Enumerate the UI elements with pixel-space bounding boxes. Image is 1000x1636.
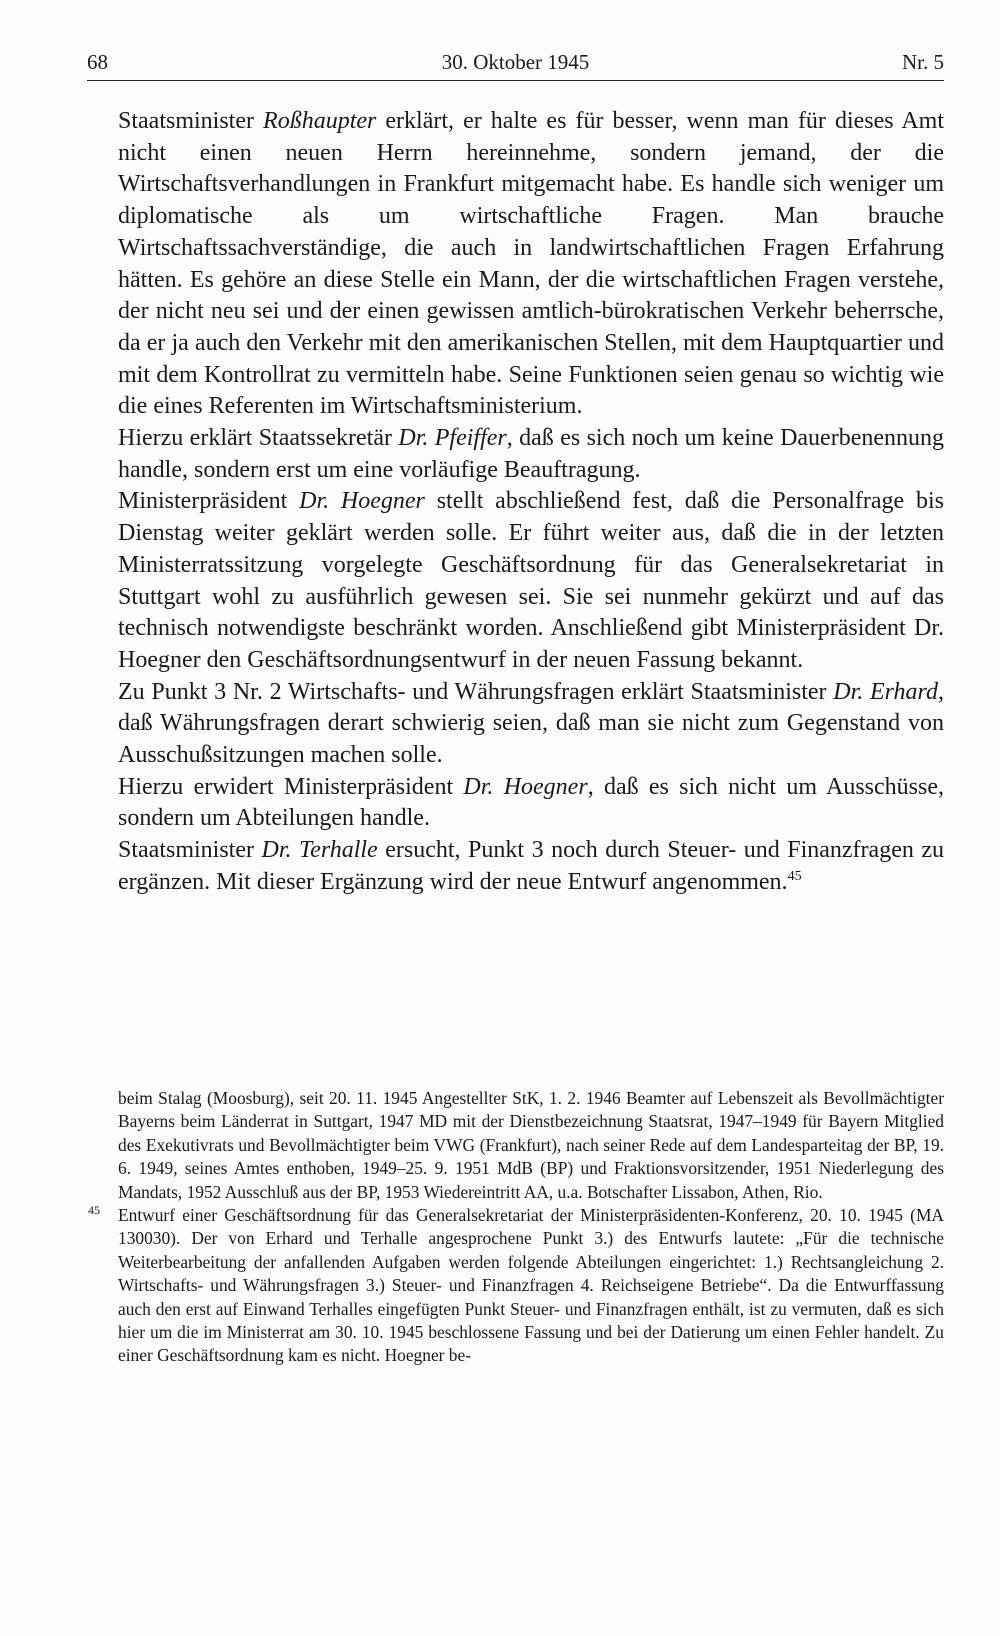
paragraph: Staatsminister Dr. Terhalle ersucht, Punkt 3 noch durch Steuer- und Finanzfragen zu ergänzen. Mit dieser Ergänzung wird der neue Entwurf angenommen.$^{45}$ xyxy=(118,837,945,895)
speaker-name: Dr. Erhard xyxy=(833,678,939,705)
speaker-name: Dr. Hoegner xyxy=(463,773,588,800)
footnote-45 xyxy=(88,1204,944,1368)
issue-number: Nr. 5 xyxy=(902,50,944,74)
speaker-name: Dr. Hoegner xyxy=(299,488,425,515)
paragraph: Zu Punkt 3 Nr. 2 Wirtschafts- und Währungsfragen erklärt Staatsminister Dr. Erhard, daß Währungsfragen derart schwierig seien, daß man sie nicht zum Gegenstand von Ausschußsitzungen machen solle. xyxy=(118,678,945,769)
header-rule xyxy=(87,80,944,81)
paragraph: Hierzu erklärt Staatssekretär Dr. Pfeiffer, daß es sich noch um keine Dauerbenennung handle, sondern erst um eine vorläufige Beauftragung. xyxy=(118,425,945,483)
running-head xyxy=(87,44,944,80)
paragraph: Hierzu erwidert Ministerpräsident Dr. Hoegner, daß es sich nicht um Ausschüsse, sondern um Abteilungen handle. xyxy=(118,773,944,832)
page-number: 68 xyxy=(87,50,108,74)
footnotes xyxy=(88,1087,944,1368)
speaker-name: Dr. Pfeiffer xyxy=(398,425,507,452)
footnote-text: Entwurf einer Geschäftsordnung für das Generalsekretariat der Ministerpräsidenten-Konferenz, 20. 10. 1945 (MA 130030). Der von Erhard und Terhalle angesprochene Punkt 3.) des Entwurfs lautete: „Für die technische Weiterbearbeitung der anfallenden Aufgaben werden folgende Abteilungen eingerichtet: 1.) Rechtsangleichung 2. Wirtschafts- und Währungsfragen 3.) Steuer- und Finanzfragen 4. Reichseigene Betriebe“. Da die Entwurffassung auch den erst auf Einwand Terhalles eingefügten Punkt Steuer- und Finanzfragen enthält, ist zu vermuten, daß es sich hier um die im Ministerrat am 30. 10. 1945 beschlossene Fassung und bei der Datierung um einen Fehler handelt. Zu einer Geschäftsordnung kam es nicht. Hoegner be- xyxy=(118,1205,944,1366)
paragraph: Staatsminister Roßhaupter erklärt, er halte es für besser, wenn man für dieses Amt nicht einen neuen Herrn hereinnehme, sondern jemand, der die Wirtschaftsverhandlungen in Frankfurt mitgemacht habe. Es handle sich weniger um diplomatische als um wirtschaftliche Fragen. Man brauche Wirtschaftssachverständige, die auch in landwirtschaftlichen Fragen Erfahrung hätten. Es gehöre an diese Stelle ein Mann, der die wirtschaftlichen Fragen verstehe, der nicht neu sei und der einen gewissen amtlich-bürokratischen Verkehr beherrsche, da er ja auch den Verkehr mit den amerikanischen Stellen, mit dem Hauptquartier und mit dem Kontrollrat zu vermitteln habe. Seine Funktionen seien genau so wichtig wie die eines Referenten im Wirtschaftsministerium. xyxy=(118,108,945,420)
speaker-name: Roßhaupter xyxy=(263,108,377,134)
footnote-reference[interactable]: 45 xyxy=(787,868,802,884)
header-date: 30. Oktober 1945 xyxy=(441,50,590,74)
footnote-continued: beim Stalag (Moosburg), seit 20. 11. 1945 Angestellter StK, 1. 2. 1946 Beamter auf Lebenszeit als Bevollmächtigter Bayerns beim Länderrat in Suttgart, 1947 MD mit der Dienstbezeichnung Staatsrat, 1947–1949 für Bayern Mitglied des Exekutivrats und Bevollmächtigter beim VWG (Frankfurt), nach seiner Rede auf dem Landesparteitag der BP, 19. 6. 1949, seines Amtes enthoben, 1949–25. 9. 1951 MdB (BP) und Fraktionsvorsitzender, 1951 Niederlegung des Mandats, 1952 Ausschluß aus der BP, 1953 Wiedereintritt AA, u.a. Botschafter Lissabon, Athen, Rio. xyxy=(118,1088,944,1202)
footnote-number: 45 xyxy=(88,1203,100,1218)
paragraph: Ministerpräsident Dr. Hoegner stellt abschließend fest, daß die Personalfrage bis Dienstag weiter geklärt werden solle. Er führt weiter aus, daß die in der letzten Ministerratssitzung vorgelegte Geschäftsordnung für das Generalsekretariat in Stuttgart wohl zu ausführlich gewesen sei. Sie sei nunmehr gekürzt und auf das technisch notwendigste beschränkt worden. Anschließend gibt Ministerpräsident Dr. Hoegner den Geschäftsordnungsentwurf in der neuen Fassung bekannt. xyxy=(118,488,944,673)
main-text xyxy=(118,106,944,899)
speaker-name: Dr. Terhalle xyxy=(261,837,378,864)
